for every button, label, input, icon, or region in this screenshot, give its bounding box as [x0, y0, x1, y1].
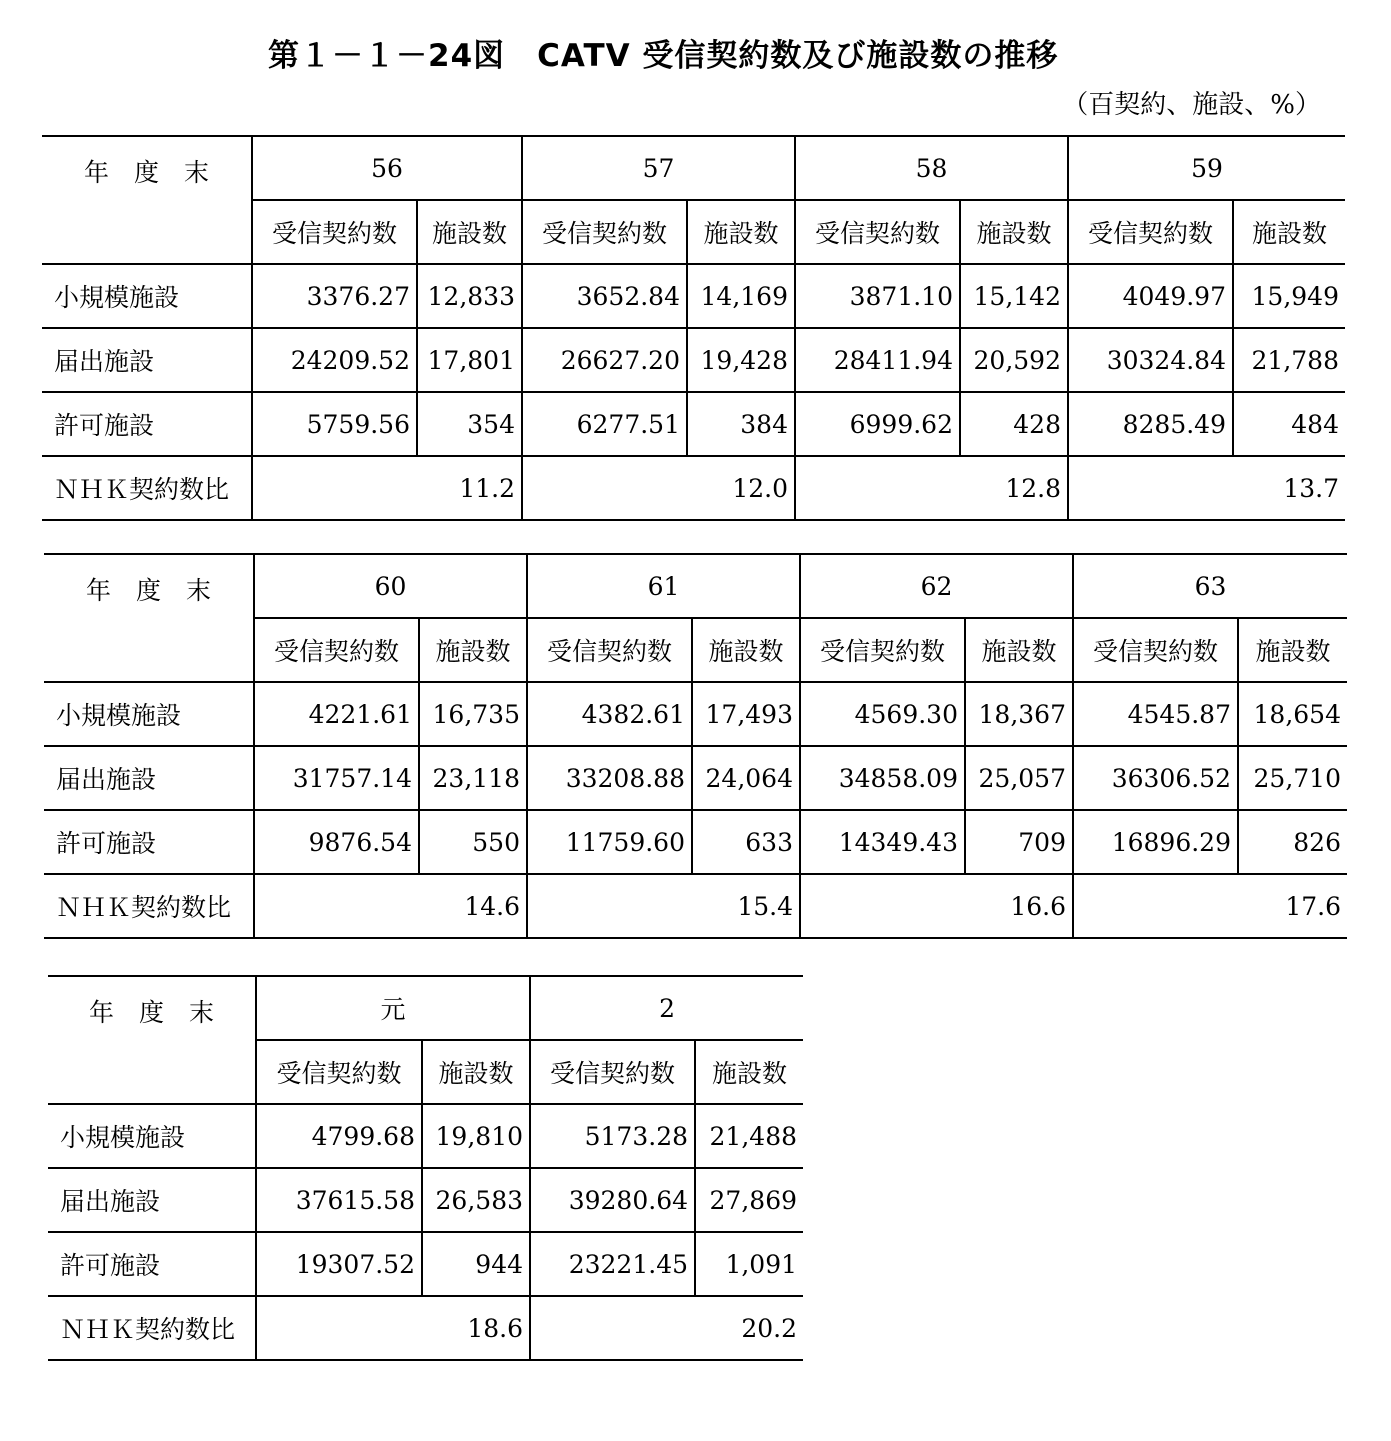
table-row [42, 392, 1345, 456]
year-header: 57 [522, 136, 795, 200]
data-table-1 [42, 135, 1345, 521]
table-cell: 8285.49 [1068, 392, 1233, 456]
contracts-header: 受信契約数 [1068, 200, 1233, 264]
row-label-notified: 届出施設 [42, 328, 252, 392]
ratio-cell: 20.2 [530, 1296, 803, 1360]
year-header: 56 [252, 136, 522, 200]
table-cell: 19307.52 [256, 1232, 422, 1296]
table-cell: 28411.94 [795, 328, 960, 392]
table-cell: 384 [687, 392, 795, 456]
year-end-label: 年 度 末 [42, 136, 252, 264]
table-row [44, 682, 1347, 746]
table-row [48, 1168, 803, 1232]
table-cell: 25,710 [1238, 746, 1347, 810]
row-label-nhk-ratio: ＮＨＫ契約数比 [44, 874, 254, 938]
table-row [44, 746, 1347, 810]
table-cell: 37615.58 [256, 1168, 422, 1232]
table-cell: 17,493 [692, 682, 800, 746]
contracts-header: 受信契約数 [256, 1040, 422, 1104]
table-cell: 15,142 [960, 264, 1068, 328]
contracts-header: 受信契約数 [252, 200, 417, 264]
table-cell: 633 [692, 810, 800, 874]
year-header: 2 [530, 976, 803, 1040]
table-cell: 428 [960, 392, 1068, 456]
unit-note: （百契約、施設、%） [1062, 90, 1321, 120]
table-cell: 19,810 [422, 1104, 530, 1168]
year-header: 58 [795, 136, 1068, 200]
table-cell: 354 [417, 392, 522, 456]
contracts-header: 受信契約数 [530, 1040, 695, 1104]
table-cell: 14349.43 [800, 810, 965, 874]
table-cell: 39280.64 [530, 1168, 695, 1232]
ratio-cell: 13.7 [1068, 456, 1345, 520]
table-cell: 4221.61 [254, 682, 419, 746]
contracts-header: 受信契約数 [800, 618, 965, 682]
year-header: 63 [1073, 554, 1347, 618]
table-row [42, 456, 1345, 520]
table-cell: 484 [1233, 392, 1345, 456]
row-label-permitted: 許可施設 [48, 1232, 256, 1296]
row-label-permitted: 許可施設 [42, 392, 252, 456]
table-row [44, 874, 1347, 938]
table-cell: 31757.14 [254, 746, 419, 810]
table-cell: 17,801 [417, 328, 522, 392]
ratio-cell: 15.4 [527, 874, 800, 938]
table-cell: 4799.68 [256, 1104, 422, 1168]
year-end-label: 年 度 末 [44, 554, 254, 682]
row-label-permitted: 許可施設 [44, 810, 254, 874]
year-header: 元 [256, 976, 530, 1040]
year-header: 59 [1068, 136, 1345, 200]
table-row [48, 1104, 803, 1168]
table-cell: 30324.84 [1068, 328, 1233, 392]
facilities-header: 施設数 [692, 618, 800, 682]
row-label-notified: 届出施設 [44, 746, 254, 810]
ratio-cell: 18.6 [256, 1296, 530, 1360]
facilities-header: 施設数 [422, 1040, 530, 1104]
table-cell: 3376.27 [252, 264, 417, 328]
page-title: 第１－１－24図 CATV 受信契約数及び施設数の推移 [268, 38, 1059, 74]
table-cell: 26,583 [422, 1168, 530, 1232]
table-row [44, 810, 1347, 874]
table-row [48, 1232, 803, 1296]
table-cell: 18,367 [965, 682, 1073, 746]
contracts-header: 受信契約数 [1073, 618, 1238, 682]
table-cell: 709 [965, 810, 1073, 874]
ratio-cell: 12.8 [795, 456, 1068, 520]
contracts-header: 受信契約数 [527, 618, 692, 682]
table-cell: 21,788 [1233, 328, 1345, 392]
table-cell: 6999.62 [795, 392, 960, 456]
contracts-header: 受信契約数 [522, 200, 687, 264]
facilities-header: 施設数 [965, 618, 1073, 682]
year-header: 62 [800, 554, 1073, 618]
row-label-notified: 届出施設 [48, 1168, 256, 1232]
table-cell: 20,592 [960, 328, 1068, 392]
table-cell: 34858.09 [800, 746, 965, 810]
facilities-header: 施設数 [695, 1040, 803, 1104]
row-label-small: 小規模施設 [42, 264, 252, 328]
table-cell: 5173.28 [530, 1104, 695, 1168]
table-cell: 16,735 [419, 682, 527, 746]
table-cell: 23,118 [419, 746, 527, 810]
table-cell: 3871.10 [795, 264, 960, 328]
table-cell: 18,654 [1238, 682, 1347, 746]
table-cell: 4382.61 [527, 682, 692, 746]
row-label-small: 小規模施設 [48, 1104, 256, 1168]
facilities-header: 施設数 [1233, 200, 1345, 264]
table-cell: 550 [419, 810, 527, 874]
row-label-small: 小規模施設 [44, 682, 254, 746]
table-cell: 11759.60 [527, 810, 692, 874]
facilities-header: 施設数 [419, 618, 527, 682]
table-cell: 33208.88 [527, 746, 692, 810]
ratio-cell: 17.6 [1073, 874, 1347, 938]
table-cell: 4569.30 [800, 682, 965, 746]
table-cell: 16896.29 [1073, 810, 1238, 874]
facilities-header: 施設数 [417, 200, 522, 264]
facilities-header: 施設数 [1238, 618, 1347, 682]
table-cell: 5759.56 [252, 392, 417, 456]
table-row [42, 264, 1345, 328]
table-row [42, 328, 1345, 392]
row-label-nhk-ratio: ＮＨＫ契約数比 [42, 456, 252, 520]
data-table-2 [44, 553, 1347, 939]
year-header: 60 [254, 554, 527, 618]
table-cell: 24209.52 [252, 328, 417, 392]
table-cell: 4545.87 [1073, 682, 1238, 746]
table-cell: 944 [422, 1232, 530, 1296]
table-cell: 6277.51 [522, 392, 687, 456]
table-cell: 3652.84 [522, 264, 687, 328]
table-row [48, 1296, 803, 1360]
table-cell: 826 [1238, 810, 1347, 874]
table-cell: 26627.20 [522, 328, 687, 392]
contracts-header: 受信契約数 [795, 200, 960, 264]
ratio-cell: 16.6 [800, 874, 1073, 938]
table-cell: 9876.54 [254, 810, 419, 874]
year-header: 61 [527, 554, 800, 618]
table-cell: 4049.97 [1068, 264, 1233, 328]
table-cell: 21,488 [695, 1104, 803, 1168]
data-table-3 [48, 975, 803, 1361]
table-cell: 14,169 [687, 264, 795, 328]
ratio-cell: 14.6 [254, 874, 527, 938]
table-cell: 23221.45 [530, 1232, 695, 1296]
table-cell: 27,869 [695, 1168, 803, 1232]
table-cell: 25,057 [965, 746, 1073, 810]
table-cell: 15,949 [1233, 264, 1345, 328]
table-cell: 19,428 [687, 328, 795, 392]
year-end-label: 年 度 末 [48, 976, 256, 1104]
facilities-header: 施設数 [960, 200, 1068, 264]
table-cell: 36306.52 [1073, 746, 1238, 810]
table-cell: 1,091 [695, 1232, 803, 1296]
table-cell: 12,833 [417, 264, 522, 328]
row-label-nhk-ratio: ＮＨＫ契約数比 [48, 1296, 256, 1360]
contracts-header: 受信契約数 [254, 618, 419, 682]
table-cell: 24,064 [692, 746, 800, 810]
facilities-header: 施設数 [687, 200, 795, 264]
ratio-cell: 12.0 [522, 456, 795, 520]
ratio-cell: 11.2 [252, 456, 522, 520]
